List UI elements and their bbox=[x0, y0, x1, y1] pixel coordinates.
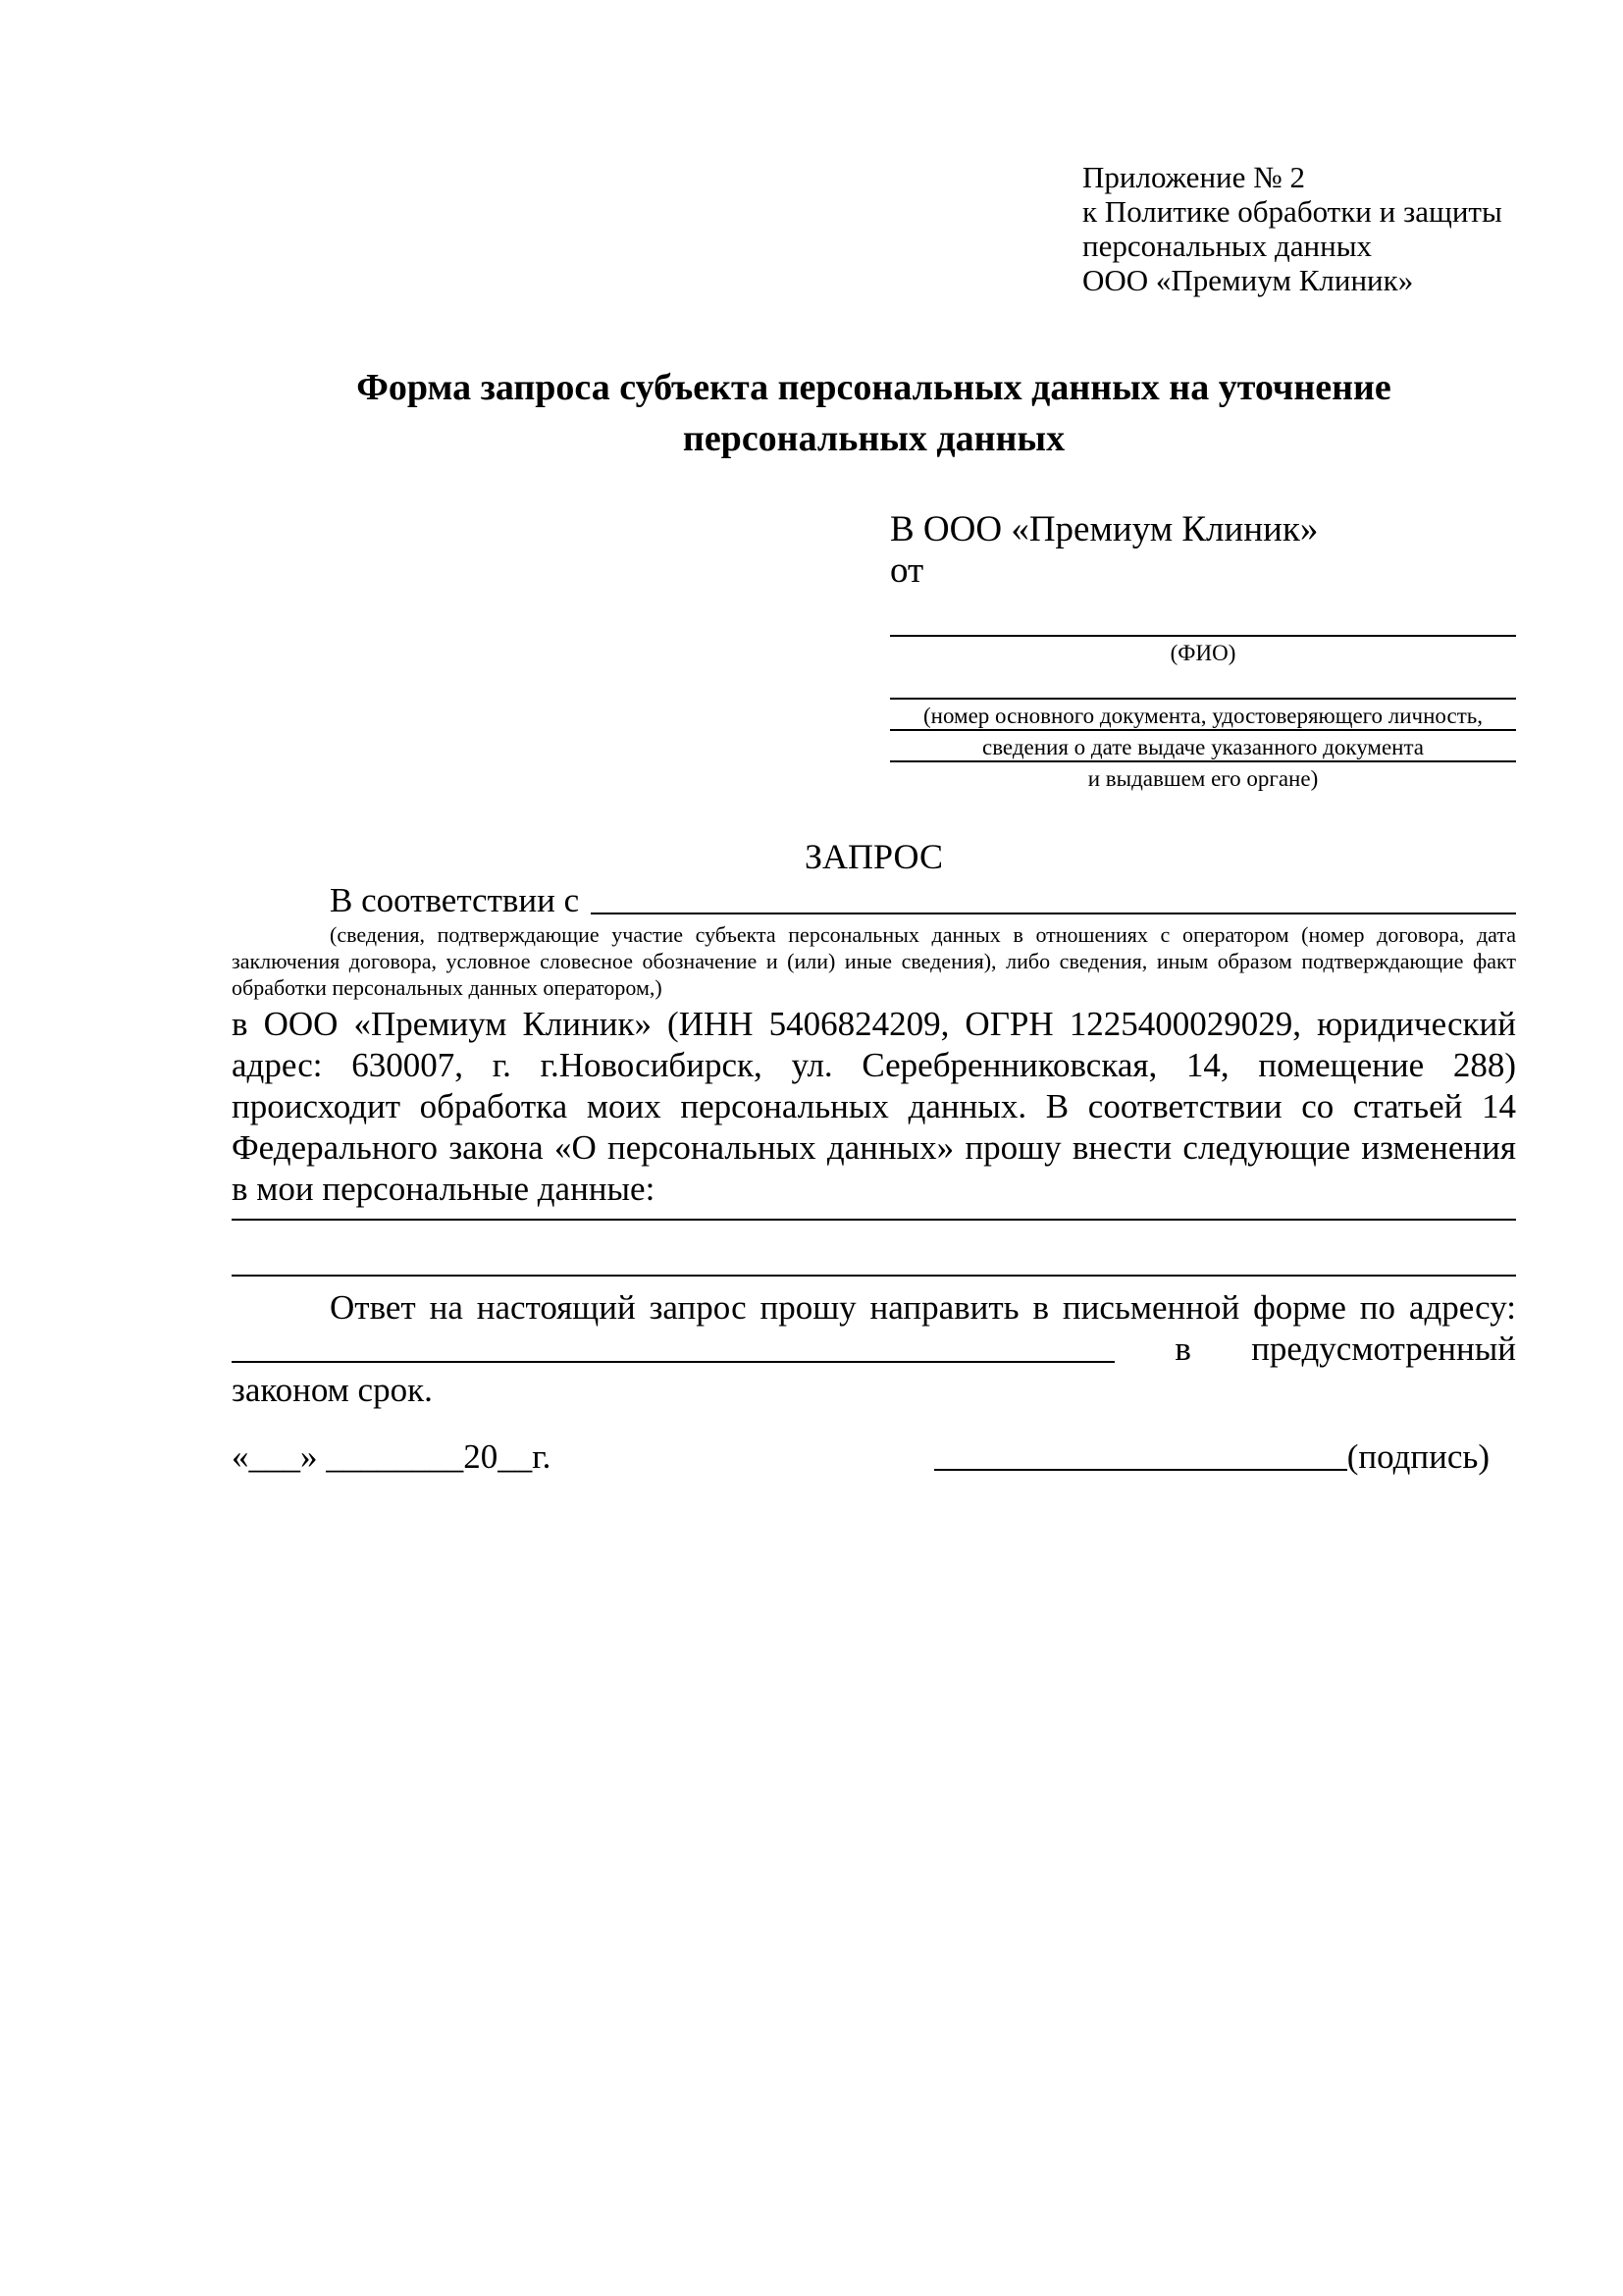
reply-sentence-end: законом срок. bbox=[232, 1371, 433, 1409]
date-blank: «___» ________20__г. bbox=[232, 1437, 551, 1476]
reply-word: предусмотренный bbox=[1251, 1330, 1516, 1368]
form-field-issue-date bbox=[890, 729, 1516, 760]
reply-sentence-start: Ответ на настоящий запрос прошу направить в письменной форме по адресу: bbox=[330, 1288, 1516, 1327]
intro-line bbox=[232, 881, 1516, 920]
signature-caption: (подпись) bbox=[1346, 1437, 1490, 1476]
form-field-document-number bbox=[890, 698, 1516, 729]
reply-word: в bbox=[1175, 1330, 1191, 1368]
signature-area bbox=[934, 1436, 1516, 1478]
signature-underline bbox=[934, 1469, 1347, 1471]
explanatory-note: (сведения, подтверждающие участие субъекта персональных данных в отношениях с оператором (номер договора, дата заключения договора, условное словесное обозначение и (или) иные сведения), либо сведения, иным образом подтверждающие факт обработки персональных данных оператором,) bbox=[232, 922, 1516, 1000]
field-caption: (номер основного документа, удостоверяющего личность, bbox=[922, 704, 1483, 728]
blank-underline bbox=[890, 698, 1516, 700]
appendix-header bbox=[1082, 160, 1516, 297]
field-caption: (ФИО) bbox=[1170, 641, 1236, 665]
form-field-issuing-authority bbox=[890, 760, 1516, 792]
appendix-header-line: Приложение № 2 bbox=[1082, 160, 1305, 194]
field-caption: сведения о дате выдаче указанного документа bbox=[981, 735, 1425, 759]
blank-underline bbox=[591, 913, 1516, 914]
blank-underline bbox=[890, 729, 1516, 731]
addressee-from-label: от bbox=[890, 550, 924, 591]
form-field-fio bbox=[890, 635, 1516, 666]
blank-underline bbox=[232, 1361, 1115, 1363]
appendix-header-line: ООО «Премиум Клиник» bbox=[1082, 263, 1414, 297]
appendix-header-line: к Политике обработки и защиты bbox=[1082, 194, 1502, 229]
addressee-block bbox=[890, 509, 1516, 792]
document-content bbox=[232, 0, 1516, 1478]
blank-line bbox=[232, 1219, 1516, 1221]
blank-underline bbox=[890, 760, 1516, 762]
request-body: в ООО «Премиум Клиник» (ИНН 5406824209, ОГРН 1225400029029, юридический адрес: 630007, г. г.Новосибирск, ул. Серебренниковская, 14, помещение 288) происходит обработка моих персональных данных. В соответствии со статьей 14 Федерального закона «О персональных данных» прошу внести следующие изменения в мои персональные данные: bbox=[232, 1005, 1516, 1208]
field-caption: и выдавшем его органе) bbox=[1087, 766, 1319, 791]
intro-prefix: В соответствии с bbox=[330, 881, 580, 919]
appendix-header-line: персональных данных bbox=[1082, 229, 1373, 263]
reply-address-line bbox=[232, 1329, 1516, 1370]
addressee-to: В ООО «Премиум Клиник» bbox=[890, 509, 1319, 549]
blank-underline bbox=[890, 635, 1516, 637]
date-signature-row bbox=[232, 1436, 1516, 1478]
request-heading: ЗАПРОС bbox=[805, 837, 943, 876]
document-title: Форма запроса субъекта персональных данных на уточнение персональных данных bbox=[356, 367, 1391, 459]
blank-line bbox=[232, 1275, 1516, 1277]
